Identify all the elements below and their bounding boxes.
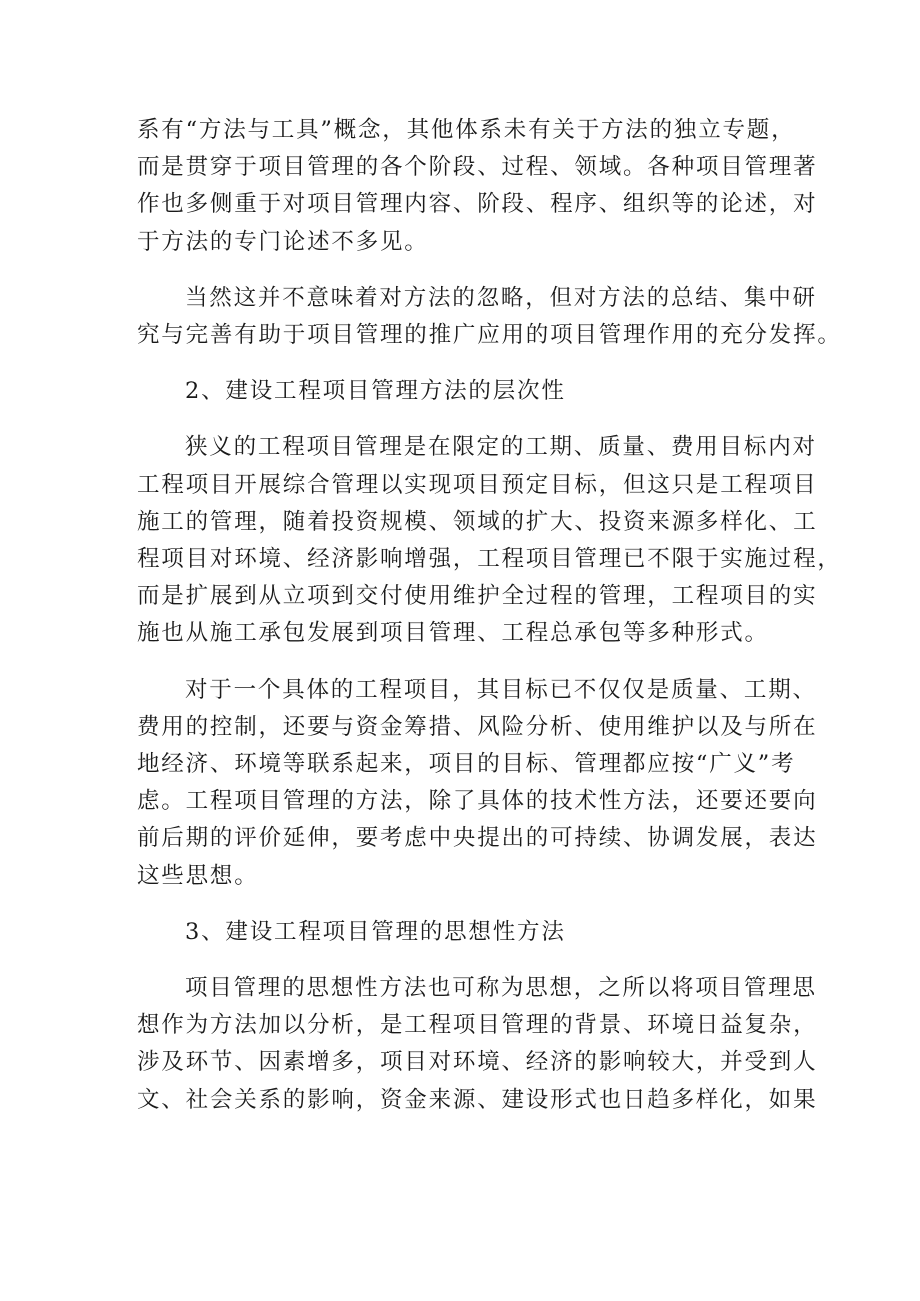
text-line: 地经济、环境等联系起来，项目的目标、管理都应按“广义”考 <box>137 751 796 778</box>
text-line: 费用的控制，还要与资金筹措、风险分析、使用维护以及与所在 <box>137 713 818 740</box>
text-line: 想作为方法加以分析，是工程项目管理的背景、环境日益复杂， <box>137 1012 818 1039</box>
text-line: 于方法的专门论述不多见。 <box>137 228 429 255</box>
text-line: 文、社会关系的影响，资金来源、建设形式也日趋多样化，如果 <box>137 1086 818 1113</box>
text-line: 而是扩展到从立项到交付使用维护全过程的管理，工程项目的实 <box>137 583 818 610</box>
text-line: 系有“方法与工具”概念，其他体系未有关于方法的独立专题， <box>137 117 796 143</box>
paragraph-thinking-methods <box>137 970 818 1119</box>
text-line: 程项目对环境、经济影响增强，工程项目管理已不限于实施过程， <box>137 546 842 573</box>
text-line: 前后期的评价延伸，要考虑中央提出的可持续、协调发展，表达 <box>137 825 818 852</box>
text-line: 施工的管理，随着投资规模、领域的扩大、投资来源多样化、工 <box>137 508 818 535</box>
paragraph-broad-objectives <box>137 672 818 895</box>
document-body <box>137 112 842 1138</box>
text-line: 工程项目开展综合管理以实现项目预定目标，但这只是工程项目 <box>137 471 818 498</box>
text-line: 狭义的工程项目管理是在限定的工期、质量、费用目标内对 <box>185 434 817 461</box>
section-heading-thinking-methods: 3、建设工程项目管理的思想性方法 <box>185 918 566 945</box>
paragraph-narrow-definition <box>137 429 842 652</box>
section-heading-hierarchy: 2、建设工程项目管理方法的层次性 <box>185 378 566 405</box>
paragraph-methods-summary <box>137 280 842 354</box>
text-line: 究与完善有助于项目管理的推广应用的项目管理作用的充分发挥。 <box>137 322 842 349</box>
text-line: 涉及环节、因素增多，项目对环境、经济的影响较大，并受到人 <box>137 1049 818 1076</box>
paragraph-methods-overview <box>137 112 818 261</box>
text-line: 这些思想。 <box>137 862 259 889</box>
text-line: 对于一个具体的工程项目，其目标已不仅仅是质量、工期、 <box>185 676 817 703</box>
text-line: 项目管理的思想性方法也可称为思想，之所以将项目管理思 <box>185 975 817 1002</box>
text-line: 而是贯穿于项目管理的各个阶段、过程、领域。各种项目管理著 <box>137 154 818 181</box>
text-line: 作也多侧重于对项目管理内容、阶段、程序、组织等的论述，对 <box>137 191 818 218</box>
text-line: 当然这并不意味着对方法的忽略，但对方法的总结、集中研 <box>185 284 817 311</box>
text-line: 虑。工程项目管理的方法，除了具体的技术性方法，还要还要向 <box>137 788 818 815</box>
text-line: 施也从施工承包发展到项目管理、工程总承包等多种形式。 <box>137 620 769 647</box>
